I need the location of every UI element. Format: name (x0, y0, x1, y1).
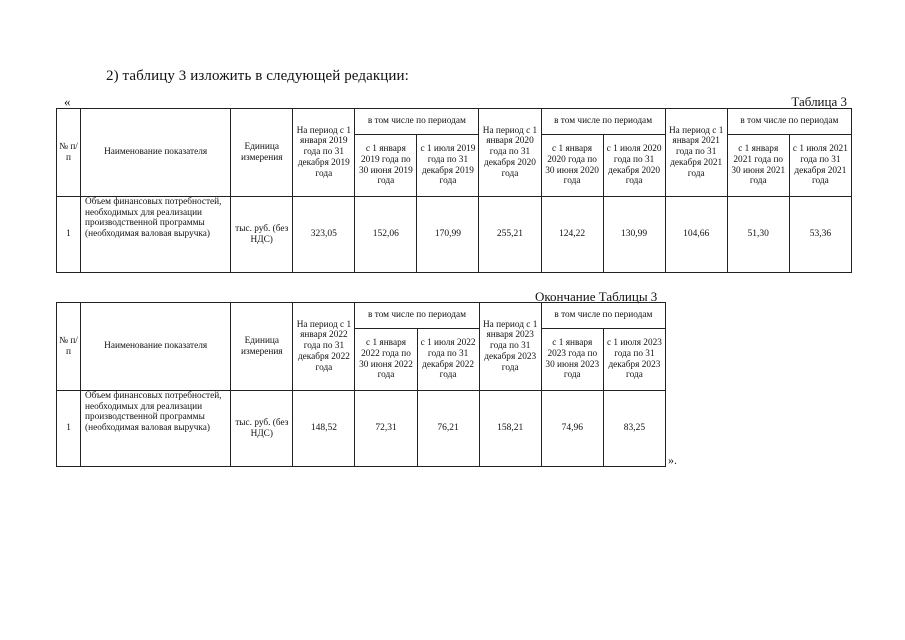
header-unit: Единица измерения (231, 303, 293, 391)
header-sub-2023: в том числе по периодам (541, 303, 665, 329)
value-total-2019: 323,05 (293, 197, 355, 273)
header-half1-2023: с 1 января 2023 года по 30 июня 2023 года (541, 329, 603, 391)
header-period-2023: На период с 1 января 2023 года по 31 декабря 2023 года (479, 303, 541, 391)
opening-quote: « (64, 94, 71, 109)
row-unit: тыс. руб. (без НДС) (231, 391, 293, 467)
header-sub-2022: в том числе по периодам (355, 303, 479, 329)
header-half1-2022: с 1 января 2022 года по 30 июня 2022 года (355, 329, 417, 391)
header-half2-2023: с 1 июля 2023 года по 31 декабря 2023 года (603, 329, 665, 391)
value-h1-2021: 51,30 (727, 197, 789, 273)
value-h2-2020: 130,99 (603, 197, 665, 273)
header-sub-2021: в том числе по периодам (727, 109, 851, 135)
value-h2-2019: 170,99 (417, 197, 479, 273)
value-h1-2019: 152,06 (355, 197, 417, 273)
header-period-2020: На период с 1 января 2020 года по 31 декабря 2020 года (479, 109, 541, 197)
value-h2-2021: 53,36 (789, 197, 851, 273)
row-name: Объем финансовых потребностей, необходимых для реализации производственной программы (необходимая валовая выручка) (81, 197, 231, 273)
closing-quote: ». (668, 453, 677, 467)
header-half2-2019: с 1 июля 2019 года по 31 декабря 2019 года (417, 135, 479, 197)
value-h1-2020: 124,22 (541, 197, 603, 273)
table1-caption: Таблица 3 (791, 94, 847, 109)
row-unit: тыс. руб. (без НДС) (231, 197, 293, 273)
value-total-2020: 255,21 (479, 197, 541, 273)
table2-caption: Окончание Таблицы 3 (535, 289, 658, 304)
intro-text: 2) таблицу 3 изложить в следующей редакции: (106, 68, 409, 84)
header-half2-2022: с 1 июля 2022 года по 31 декабря 2022 года (417, 329, 479, 391)
header-num: № п/п (57, 109, 81, 197)
table-row (57, 391, 666, 467)
table-row (57, 197, 852, 273)
header-half1-2019: с 1 января 2019 года по 30 июня 2019 года (355, 135, 417, 197)
header-period-2022: На период с 1 января 2022 года по 31 декабря 2022 года (293, 303, 355, 391)
value-h2-2023: 83,25 (603, 391, 665, 467)
header-period-2019: На период с 1 января 2019 года по 31 декабря 2019 года (293, 109, 355, 197)
header-name: Наименование показателя (81, 109, 231, 197)
header-half1-2020: с 1 января 2020 года по 30 июня 2020 года (541, 135, 603, 197)
header-sub-2019: в том числе по периодам (355, 109, 479, 135)
header-num: № п/п (57, 303, 81, 391)
table2 (56, 302, 666, 467)
table1 (56, 108, 852, 273)
header-sub-2020: в том числе по периодам (541, 109, 665, 135)
value-h2-2022: 76,21 (417, 391, 479, 467)
header-half1-2021: с 1 января 2021 года по 30 июня 2021 года (727, 135, 789, 197)
row-name: Объем финансовых потребностей, необходимых для реализации производственной программы (необходимая валовая выручка) (81, 391, 231, 467)
header-name: Наименование показателя (81, 303, 231, 391)
header-half2-2020: с 1 июля 2020 года по 31 декабря 2020 года (603, 135, 665, 197)
header-half2-2021: с 1 июля 2021 года по 31 декабря 2021 года (789, 135, 851, 197)
value-h1-2023: 74,96 (541, 391, 603, 467)
value-total-2022: 148,52 (293, 391, 355, 467)
row-num: 1 (57, 391, 81, 467)
value-total-2023: 158,21 (479, 391, 541, 467)
value-h1-2022: 72,31 (355, 391, 417, 467)
value-total-2021: 104,66 (665, 197, 727, 273)
row-num: 1 (57, 197, 81, 273)
header-period-2021: На период с 1 января 2021 года по 31 декабря 2021 года (665, 109, 727, 197)
header-unit: Единица измерения (231, 109, 293, 197)
